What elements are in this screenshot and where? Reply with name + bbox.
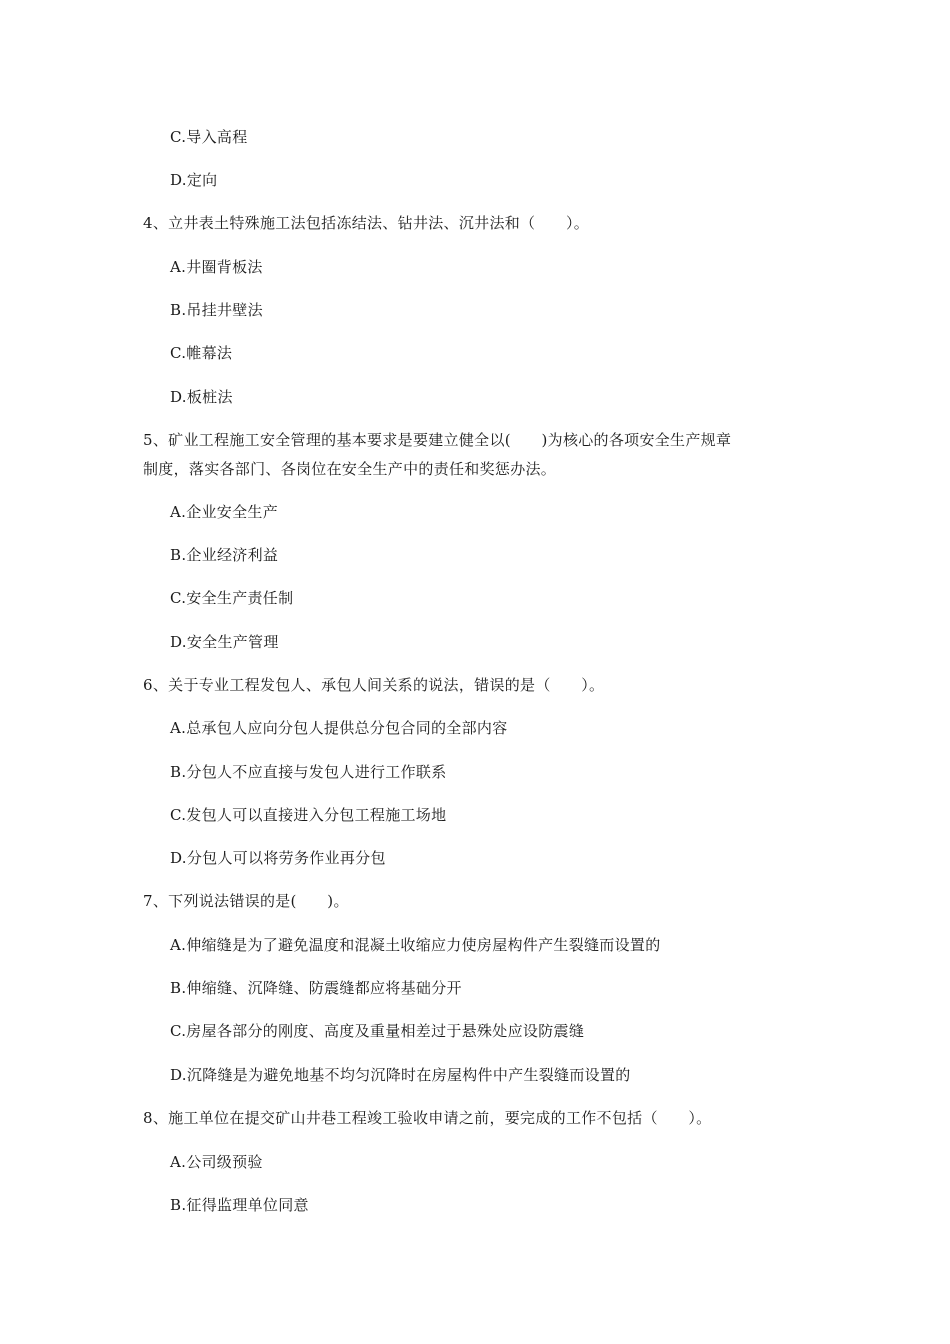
- option-7c: C.房屋各部分的刚度、高度及重量相差过于悬殊处应设防震缝: [170, 1022, 585, 1040]
- option-7a: A.伸缩缝是为了避免温度和混凝土收缩应力使房屋构件产生裂缝而设置的: [170, 936, 661, 954]
- option-7b: B.伸缩缝、沉降缝、防震缝都应将基础分开: [170, 979, 462, 997]
- question-5: 5、矿业工程施工安全管理的基本要求是要建立健全以( )为核心的各项安全生产规章: [143, 431, 732, 449]
- option-4d: D.板桩法: [170, 388, 233, 406]
- option-3c: C.导入高程: [170, 128, 248, 146]
- question-4: 4、立井表土特殊施工法包括冻结法、钻井法、沉井法和（ ）。: [143, 214, 590, 232]
- question-7: 7、下列说法错误的是( )。: [143, 892, 349, 910]
- question-6: 6、关于专业工程发包人、承包人间关系的说法，错误的是（ ）。: [143, 676, 605, 694]
- option-5c: C.安全生产责任制: [170, 589, 294, 607]
- option-4c: C.帷幕法: [170, 344, 233, 362]
- option-4b: B.吊挂井壁法: [170, 301, 263, 319]
- option-5b: B.企业经济利益: [170, 546, 279, 564]
- option-6c: C.发包人可以直接进入分包工程施工场地: [170, 806, 447, 824]
- option-5a: A.企业安全生产: [170, 503, 279, 521]
- option-5d: D.安全生产管理: [170, 633, 279, 651]
- option-6d: D.分包人可以将劳务作业再分包: [170, 849, 386, 867]
- option-4a: A.井圈背板法: [170, 258, 263, 276]
- question-8: 8、施工单位在提交矿山井巷工程竣工验收申请之前，要完成的工作不包括（ ）。: [143, 1109, 712, 1127]
- question-5-continued: 制度，落实各部门、各岗位在安全生产中的责任和奖惩办法。: [143, 460, 557, 478]
- option-6a: A.总承包人应向分包人提供总分包合同的全部内容: [170, 719, 508, 737]
- option-6b: B.分包人不应直接与发包人进行工作联系: [170, 763, 447, 781]
- option-8a: A.公司级预验: [170, 1153, 263, 1171]
- option-3d: D.定向: [170, 171, 218, 189]
- option-8b: B.征得监理单位同意: [170, 1196, 309, 1214]
- option-7d: D.沉降缝是为避免地基不均匀沉降时在房屋构件中产生裂缝而设置的: [170, 1066, 631, 1084]
